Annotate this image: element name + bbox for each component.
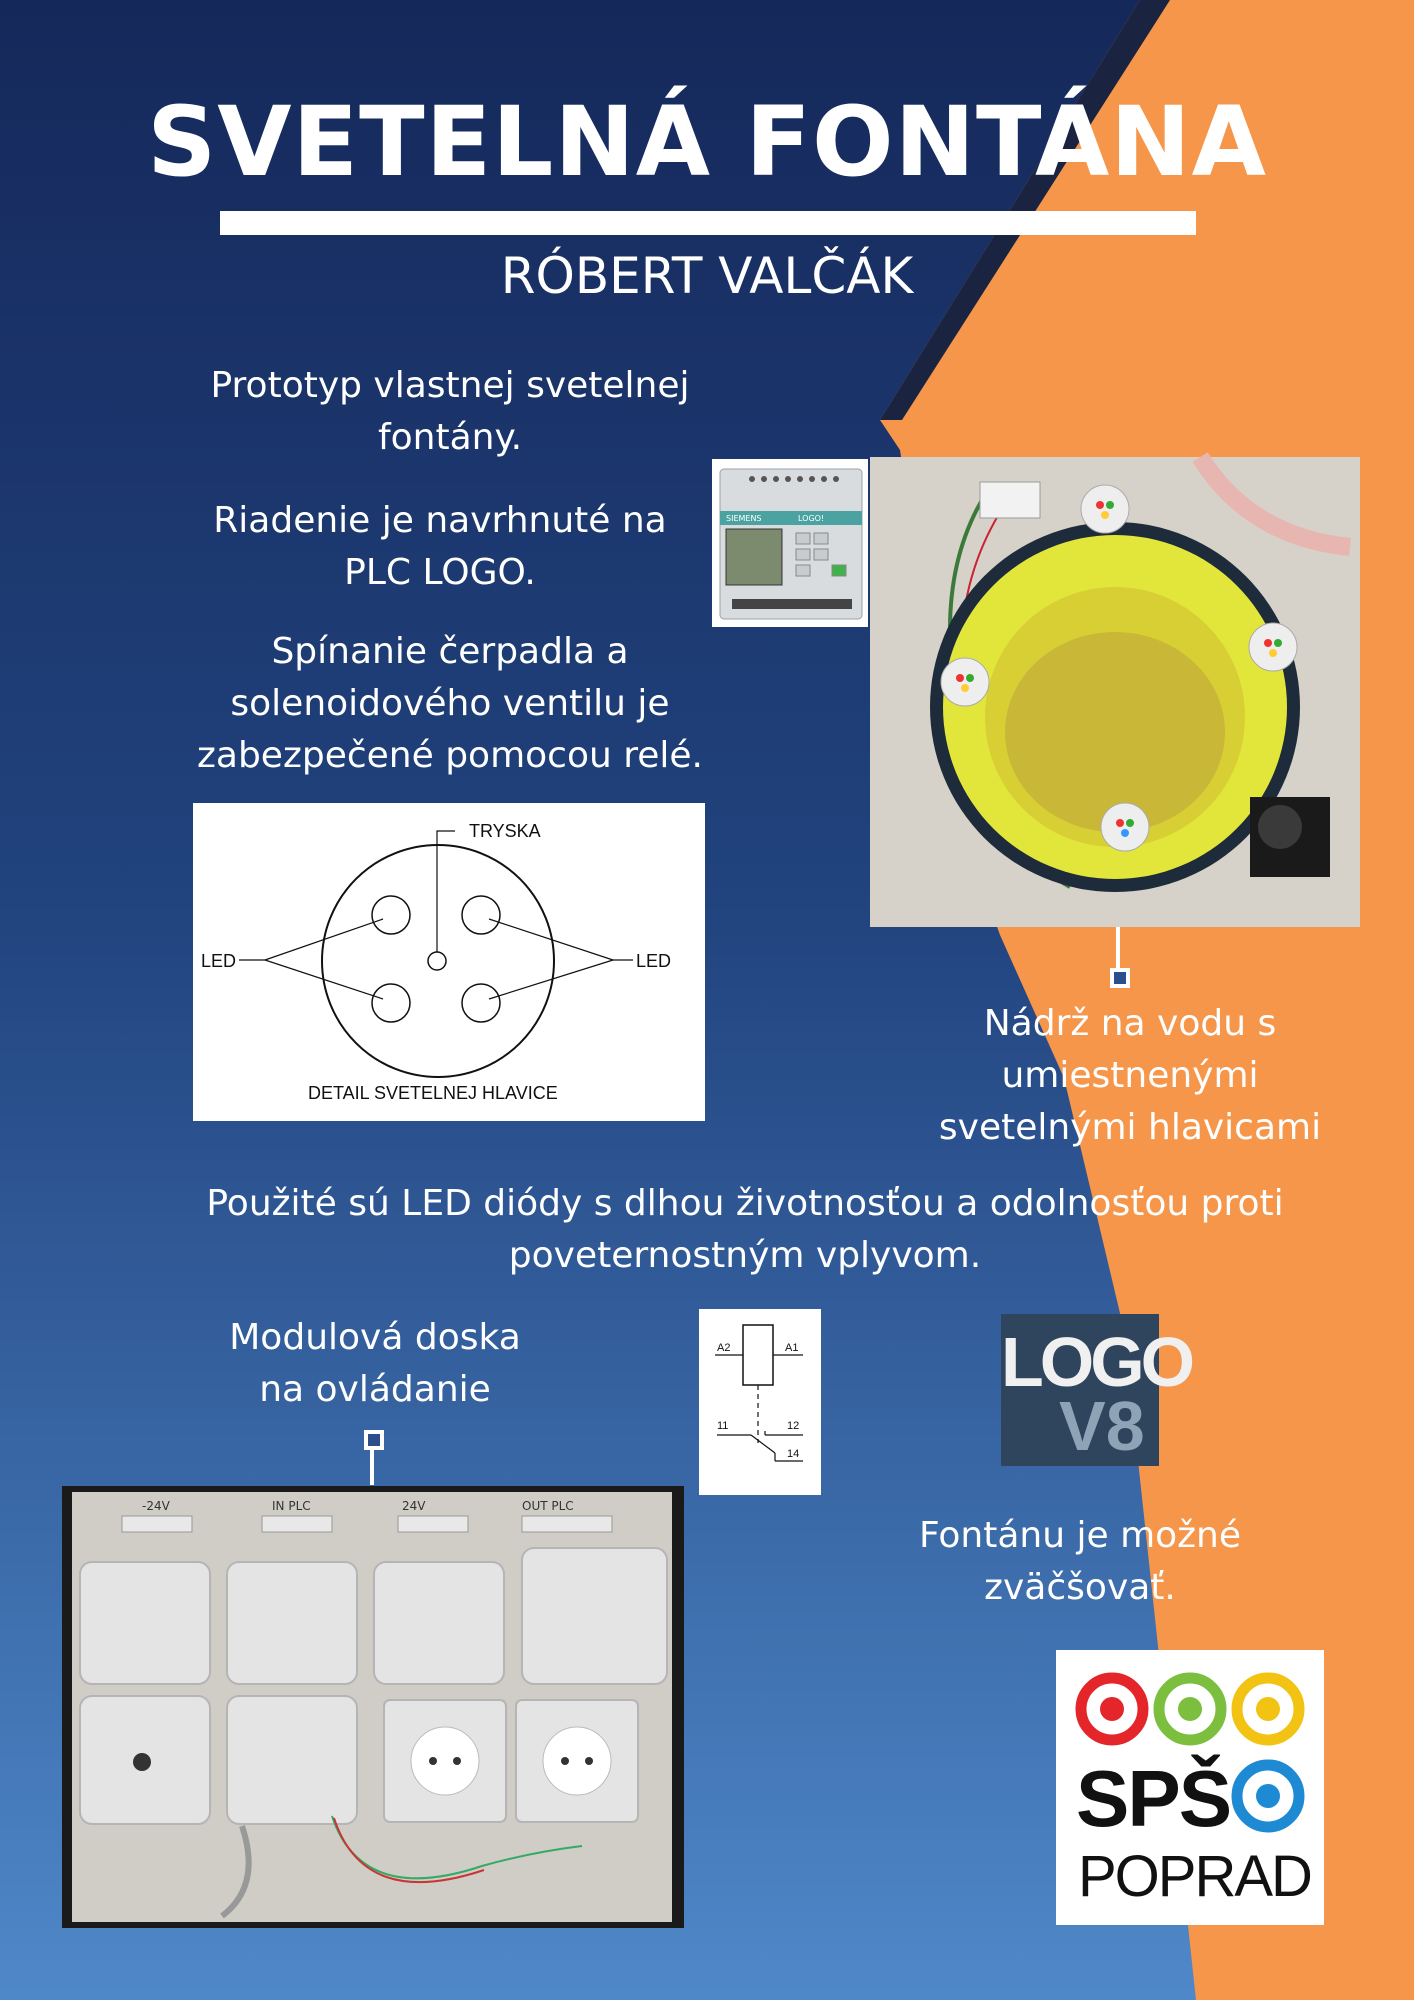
plc-model-text: LOGO! bbox=[798, 514, 825, 523]
logo-v8-line2: V8 bbox=[1059, 1387, 1145, 1465]
light-head bbox=[1101, 803, 1149, 851]
logo-v8-badge bbox=[1001, 1314, 1192, 1466]
led-label-right: LED bbox=[636, 951, 672, 971]
board-label: 24V bbox=[402, 1499, 426, 1513]
tank-caption: Nádrž na vodu s umiestnenými svetelnými hlavicami bbox=[938, 1003, 1322, 1148]
light-head bbox=[1081, 485, 1129, 533]
board-label: IN PLC bbox=[272, 1499, 311, 1513]
sps-poprad-logo bbox=[1056, 1650, 1324, 1925]
led-paragraph: Použité sú LED diódy s dlhou životnosťou a odolnosťou proti poveternostným vplyvom. bbox=[206, 1183, 1284, 1276]
tank-caption-connector bbox=[1116, 927, 1120, 971]
tank-photo bbox=[870, 457, 1360, 927]
intro-paragraph-3: Spínanie čerpadla a solenoidového ventilu je zabezpečené pomocou relé. bbox=[196, 631, 703, 776]
board-caption-connector bbox=[370, 1450, 374, 1485]
nozzle-label: TRYSKA bbox=[469, 821, 541, 841]
intro-paragraph-1: Prototyp vlastnej svetelnej fontány. bbox=[210, 365, 690, 458]
intro-paragraph-2: Riadenie je navrhnuté na PLC LOGO. bbox=[213, 500, 667, 593]
board-label: -24V bbox=[142, 1499, 170, 1513]
light-head bbox=[1249, 623, 1297, 671]
plc-brand-text: SIEMENS bbox=[726, 514, 762, 523]
logo-poprad-text: POPRAD bbox=[1078, 1844, 1311, 1909]
relay-11: 11 bbox=[717, 1420, 729, 1432]
led-label-left: LED bbox=[201, 951, 237, 971]
light-head-diagram bbox=[193, 803, 705, 1121]
relay-a2: A2 bbox=[717, 1342, 731, 1354]
relay-a1: A1 bbox=[785, 1342, 799, 1354]
light-head bbox=[941, 658, 989, 706]
board-caption: Modulová doska na ovládanie bbox=[229, 1317, 521, 1410]
relay-symbol bbox=[699, 1309, 821, 1495]
relay-14: 14 bbox=[787, 1448, 800, 1460]
tank-caption-node bbox=[1110, 968, 1130, 988]
expand-caption: Fontánu je možné zväčšovať. bbox=[918, 1515, 1242, 1608]
poster-title: SVETELNÁ FONTÁNA bbox=[147, 86, 1267, 198]
relay-12: 12 bbox=[787, 1420, 800, 1432]
title-divider bbox=[220, 211, 1196, 235]
plc-logo-photo bbox=[712, 459, 868, 627]
logo-v8-line1: LOGO bbox=[1001, 1323, 1192, 1401]
logo-sps-text: SPŠ bbox=[1076, 1754, 1231, 1843]
board-caption-node bbox=[364, 1430, 384, 1450]
diagram-caption: DETAIL SVETELNEJ HLAVICE bbox=[308, 1083, 558, 1103]
author-name: RÓBERT VALČÁK bbox=[500, 247, 914, 305]
board-label: OUT PLC bbox=[522, 1499, 574, 1513]
control-board-photo bbox=[62, 1486, 684, 1928]
